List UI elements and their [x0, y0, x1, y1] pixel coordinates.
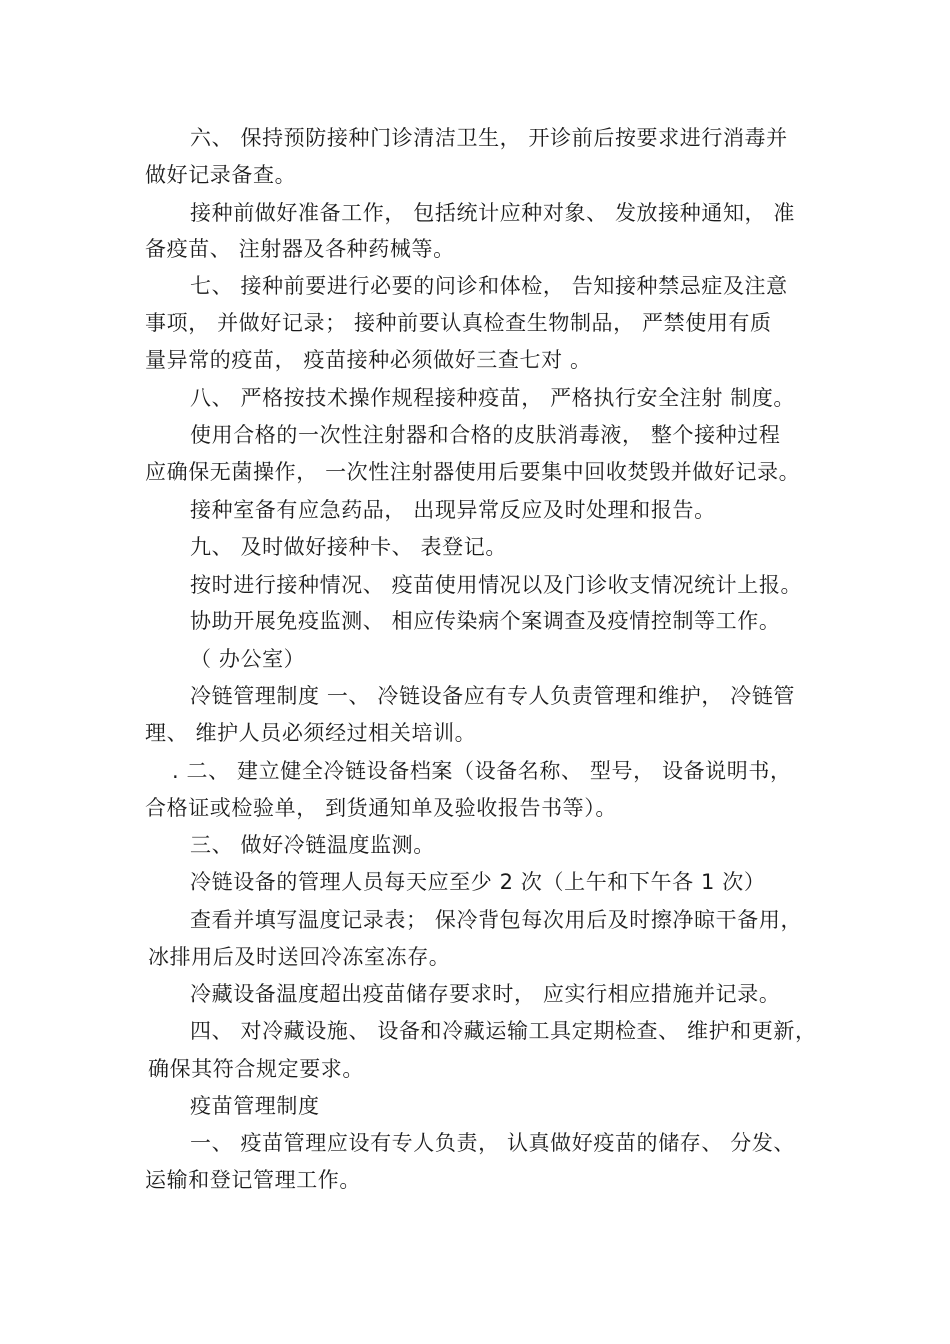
text-line: . 二、 建立健全冷链设备档案（设备名称、 型号， 设备说明书， [172, 759, 792, 783]
text-line: 接种室备有应急药品， 出现异常反应及时处理和报告。 [190, 498, 716, 522]
text-line: 合格证或检验单， 到货通知单及验收报告书等）。 [145, 796, 617, 820]
text-line: 事项， 并做好记录； 接种前要认真检查生物制品， 严禁使用有质 [145, 311, 772, 335]
text-line: 确保其符合规定要求。 [148, 1057, 364, 1081]
text-line: 应确保无菌操作， 一次性注射器使用后要集中回收焚毁并做好记录。 [145, 460, 801, 484]
text-line: 三、 做好冷链温度监测。 [190, 833, 435, 857]
text-line: 运输和登记管理工作。 [145, 1168, 361, 1192]
text-line: 一、 疫苗管理应设有专人负责， 认真做好疫苗的储存、 分发、 [190, 1131, 796, 1155]
text-line: 协助开展免疫监测、 相应传染病个案调查及疫情控制等工作。 [190, 609, 781, 633]
text-line: 备疫苗、 注射器及各种药械等。 [145, 237, 455, 261]
text-line: 冰排用后及时送回冷冻室冻存。 [148, 945, 451, 969]
text-line: 量异常的疫苗， 疫苗接种必须做好三查七对 。 [145, 348, 592, 372]
text-line: 八、 严格按技术操作规程接种疫苗， 严格执行安全注射 制度。 [190, 386, 796, 410]
text-line: 查看并填写温度记录表； 保冷背包每次用后及时擦净晾干备用， [190, 908, 803, 932]
text-line: 做好记录备查。 [145, 163, 297, 187]
text-line: 冷藏设备温度超出疫苗储存要求时， 应实行相应措施并记录。 [190, 982, 781, 1006]
text-line: 冷链设备的管理人员每天应至少 2 次（上午和下午各 1 次） [190, 870, 766, 894]
text-line: 九、 及时做好接种卡、 表登记。 [190, 535, 507, 559]
text-line: 按时进行接种情况、 疫苗使用情况以及门诊收支情况统计上报。 [190, 573, 803, 597]
text-line: 七、 接种前要进行必要的问诊和体检， 告知接种禁忌症及注意 [190, 274, 788, 298]
text-line: 四、 对冷藏设施、 设备和冷藏运输工具定期检查、 维护和更新， [190, 1019, 817, 1043]
text-line: 冷链管理制度 一、 冷链设备应有专人负责管理和维护， 冷链管 [190, 684, 796, 708]
text-line: （ 办公室） [190, 647, 306, 671]
section-heading: 疫苗管理制度 [190, 1094, 320, 1118]
text-line: 理、 维护人员必须经过相关培训。 [145, 721, 477, 745]
text-line: 接种前做好准备工作， 包括统计应种对象、 发放接种通知， 准 [190, 201, 796, 225]
text-line: 六、 保持预防接种门诊清洁卫生， 开诊前后按要求进行消毒并 [190, 126, 788, 150]
text-line: 使用合格的一次性注射器和合格的皮肤消毒液， 整个接种过程 [190, 423, 781, 447]
